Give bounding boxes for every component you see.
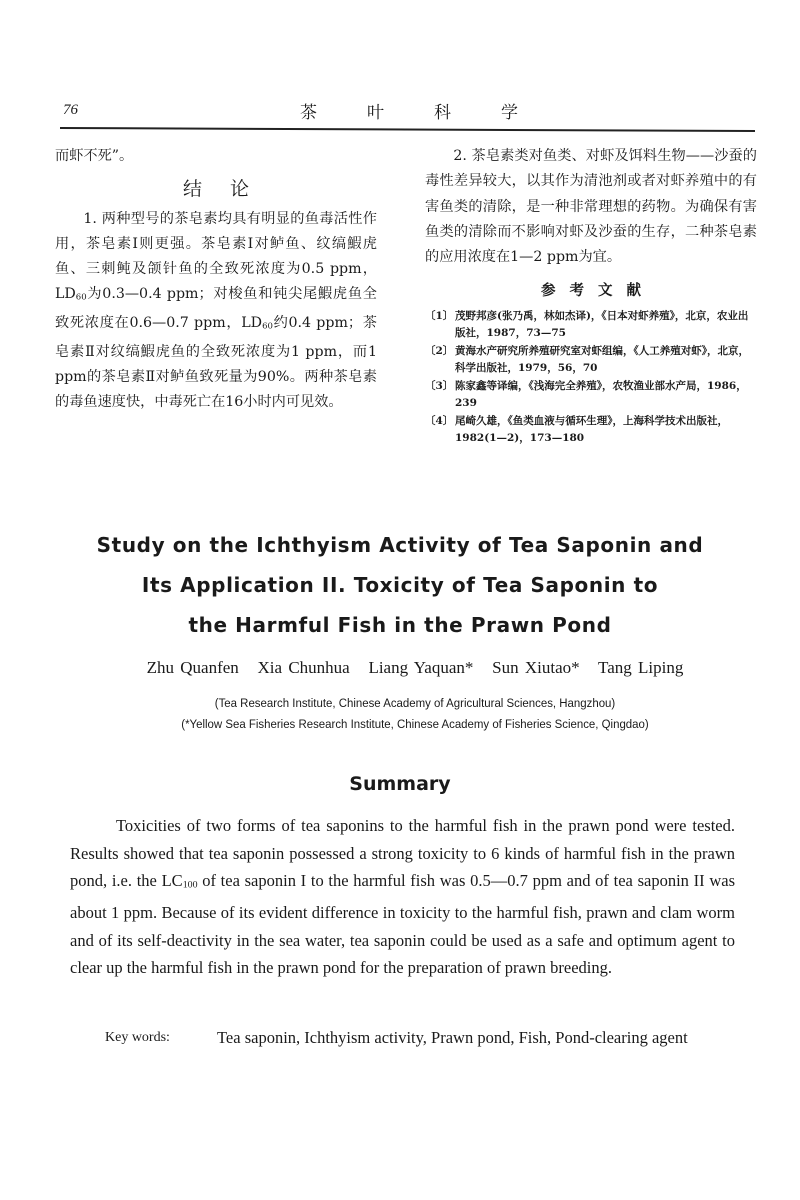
summary-text: Toxicities of two forms of tea saponins to the harmful fish in the prawn pond were tested. Results showed that tea saponin possessed a strong toxicity to 6 kinds of harmful fish in the prawn pond, i.e. the bbox=[70, 816, 735, 891]
affiliation-primary: (Tea Research Institute, Chinese Academy of Agricultural Sciences, Hangzhou) bbox=[214, 696, 616, 710]
affiliation-secondary: (*Yellow Sea Fisheries Research Institute, Chinese Academy of Fisheries Science, Qingdao) bbox=[181, 717, 649, 731]
right-column bbox=[425, 144, 757, 448]
reference-item bbox=[425, 308, 757, 343]
journal-char: 茶 bbox=[300, 103, 319, 123]
reference-item bbox=[425, 413, 757, 448]
paragraph-text: 1. 两种型号的茶皂素均具有明显的鱼毒活性作用，茶皂素Ⅰ则更强。茶皂素Ⅰ对鲈鱼、纹缟鰕虎鱼、三刺鲀及颌针鱼的全致死浓度为0.5 ppm， bbox=[55, 210, 377, 278]
title-line: Its Application II. Toxicity of Tea Saponin to bbox=[141, 573, 659, 597]
conclusion-heading: 结论 bbox=[182, 178, 277, 201]
reference-text: 茂野邦彦(张乃禹，林如杰译)，《日本对虾养殖》，北京，农业出版社，1987，73—75 bbox=[455, 309, 749, 340]
reference-item bbox=[425, 343, 757, 378]
paragraph-text: 为0.3—0.4 ppm；对梭鱼和钝尖尾鰕虎鱼全致死浓度在0.6—0.7 ppm， bbox=[55, 286, 377, 332]
author-list: Zhu Quanfen Xia Chunhua Liang Yaquan* Sun Xiutao* Tang Liping bbox=[146, 658, 684, 677]
summary-text: of tea saponin I to the harmful fish was 0.5—0.7 ppm and of tea saponin II was about 1 ppm. Because of its evident difference in toxicity to the harmful fish, prawn and clam worm and of its self-deactivity in the sea water, tea saponin could be used as a safe and optimum agent to clear up the harmful fish in the prawn pond for the preparation of prawn breeding. bbox=[70, 871, 735, 978]
summary-body bbox=[70, 812, 735, 982]
reference-number: 〔4〕 bbox=[425, 414, 454, 427]
reference-text: 陈家鑫等译编，《浅海完全养殖》，农牧渔业部水产局，1986，239 bbox=[455, 379, 747, 410]
reference-number: 〔1〕 bbox=[425, 309, 454, 322]
title-line: Study on the Ichthyism Activity of Tea Saponin and bbox=[96, 533, 704, 557]
reference-list bbox=[425, 308, 757, 448]
header-rule bbox=[60, 127, 755, 132]
reference-number: 〔2〕 bbox=[425, 344, 454, 357]
english-title bbox=[80, 525, 720, 645]
keywords-text: Tea saponin, Ichthyism activity, Prawn pond, Fish, Pond-clearing agent bbox=[217, 1028, 688, 1047]
reference-text: 黄海水产研究所养殖研究室对虾组编，《人工养殖对虾》，北京，科学出版社，1979，56，70 bbox=[455, 344, 749, 375]
ld-subscript: 60 bbox=[262, 321, 273, 332]
carryover-text: 而虾不死”。 bbox=[55, 148, 134, 164]
left-column bbox=[55, 144, 377, 416]
lc-subscript: 100 bbox=[182, 879, 198, 891]
references-heading: 参考文献 bbox=[541, 282, 655, 300]
conclusion-paragraph-2: 2. 茶皂素类对鱼类、对虾及饵料生物——沙蚕的毒性差异较大，以其作为清池剂或者对虾养殖中的有害鱼类的清除，是一种非常理想的药物。为确保有害鱼类的清除而不影响对虾及沙蚕的生存，二种茶皂素的应用浓度在1—2 ppm为宜。 bbox=[425, 148, 757, 266]
journal-running-head bbox=[300, 98, 520, 123]
summary-paragraph bbox=[70, 812, 735, 982]
keywords-label: Key words: bbox=[105, 1030, 170, 1045]
journal-char: 学 bbox=[501, 103, 520, 123]
summary-heading: Summary bbox=[349, 773, 451, 795]
keywords bbox=[105, 1024, 745, 1052]
reference-item bbox=[425, 378, 757, 413]
reference-number: 〔3〕 bbox=[425, 379, 454, 392]
journal-char: 科 bbox=[434, 103, 453, 123]
reference-text: 尾崎久雄，《鱼类血液与循环生理》，上海科学技术出版社，1982(1—2)，173—180 bbox=[455, 414, 728, 445]
title-line: the Harmful Fish in the Prawn Pond bbox=[188, 613, 612, 637]
paragraph-text: 约0.4 ppm；茶皂素Ⅱ对纹缟鰕虎鱼的全致死浓度为1 ppm，而1 ppm的茶皂素Ⅱ对鲈鱼致死量为90%。两种茶皂素的毒鱼速度快，中毒死亡在16小时内可见效。 bbox=[55, 315, 377, 411]
ld-label: LD bbox=[241, 315, 263, 332]
ld-label: LD bbox=[55, 286, 76, 303]
conclusion-paragraph-1 bbox=[55, 207, 377, 416]
journal-char: 叶 bbox=[367, 103, 386, 123]
lc-label: LC bbox=[161, 871, 183, 891]
page-number: 76 bbox=[63, 102, 78, 118]
ld-subscript: 60 bbox=[75, 292, 87, 303]
